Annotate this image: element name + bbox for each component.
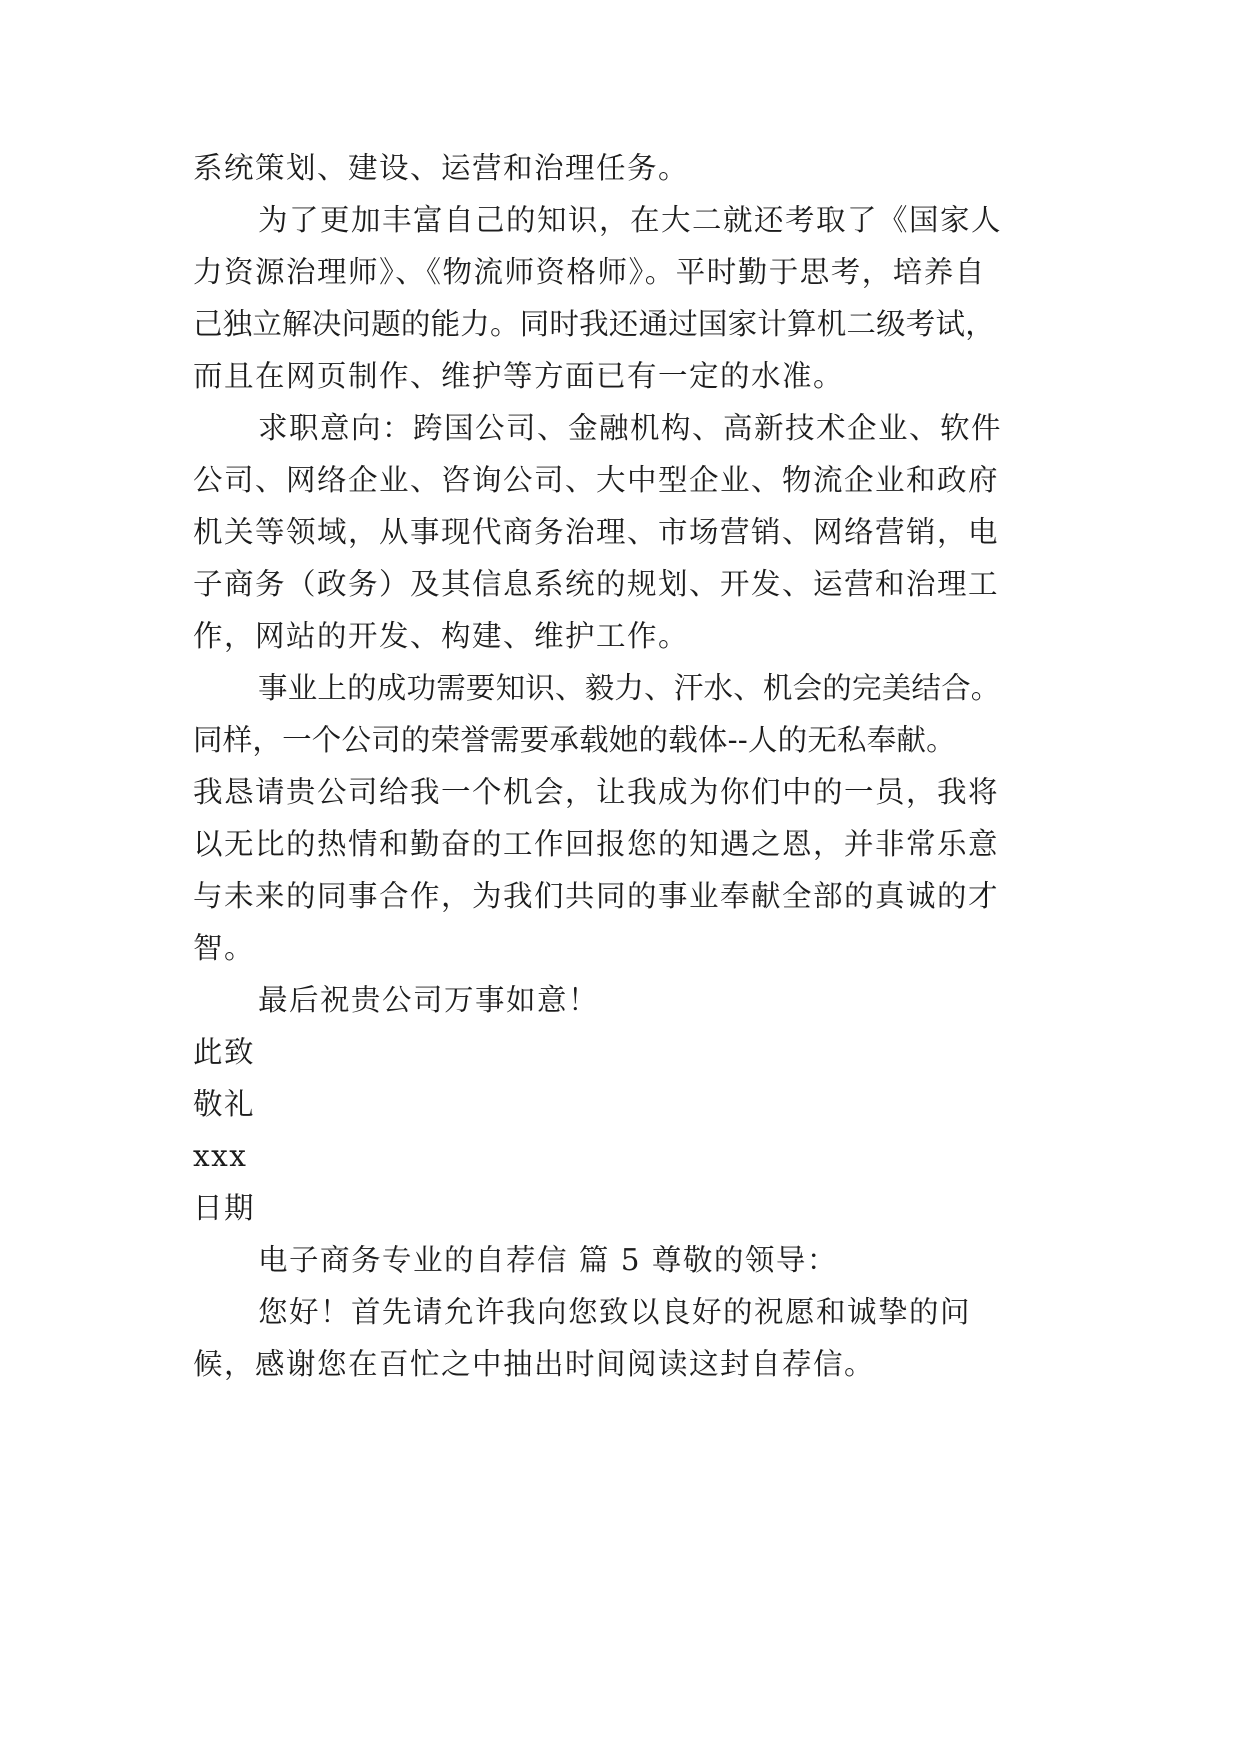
body-text-line: 以无比的热情和勤奋的工作回报您的知遇之恩，并非常乐意 (193, 827, 1000, 861)
body-text-line: 智。 (193, 931, 256, 965)
paragraph-first-line: 事业上的成功需要知识、毅力、汗水、机会的完美结合。 (258, 671, 1001, 705)
signature-date: 日期 (193, 1191, 256, 1225)
body-text-line: 己独立解决问题的能力。同时我还通过国家计算机二级考试， (193, 307, 995, 341)
body-text-line: 候，感谢您在百忙之中抽出时间阅读这封自荐信。 (193, 1347, 876, 1381)
section-heading: 电子商务专业的自荐信 篇 5 尊敬的领导： (258, 1243, 838, 1277)
body-text-line: 子商务（政务）及其信息系统的规划、开发、运营和治理工 (193, 567, 1000, 601)
body-text-line: 公司、网络企业、咨询公司、大中型企业、物流企业和政府 (193, 463, 1000, 497)
paragraph-first-line: 为了更加丰富自己的知识，在大二就还考取了《国家人 (258, 203, 1003, 237)
paragraph-first-line: 您好！首先请允许我向您致以良好的祝愿和诚挚的问 (258, 1295, 972, 1329)
body-text-line: 系统策划、建设、运营和治理任务。 (193, 151, 690, 185)
body-text-line: 与未来的同事合作，为我们共同的事业奉献全部的真诚的才 (193, 879, 1000, 913)
signature-name: xxx (193, 1139, 248, 1173)
closing-salutation: 此致 (193, 1035, 256, 1069)
paragraph-first-line: 求职意向：跨国公司、金融机构、高新技术企业、软件 (258, 411, 1003, 445)
body-text-line: 机关等领域，从事现代商务治理、市场营销、网络营销，电 (193, 515, 1000, 549)
body-text-line: 力资源治理师》、《物流师资格师》。平时勤于思考，培养自 (193, 255, 986, 289)
body-text-line: 而且在网页制作、维护等方面已有一定的水准。 (193, 359, 845, 393)
body-text-line: 我恳请贵公司给我一个机会，让我成为你们中的一员，我将 (193, 775, 1000, 809)
closing-regards: 敬礼 (193, 1087, 256, 1121)
body-text-line: 作，网站的开发、构建、维护工作。 (193, 619, 690, 653)
closing-wish: 最后祝贵公司万事如意！ (258, 983, 600, 1017)
body-text-line: 同样，一个公司的荣誉需要承载她的载体--人的无私奉献。 (193, 723, 956, 757)
